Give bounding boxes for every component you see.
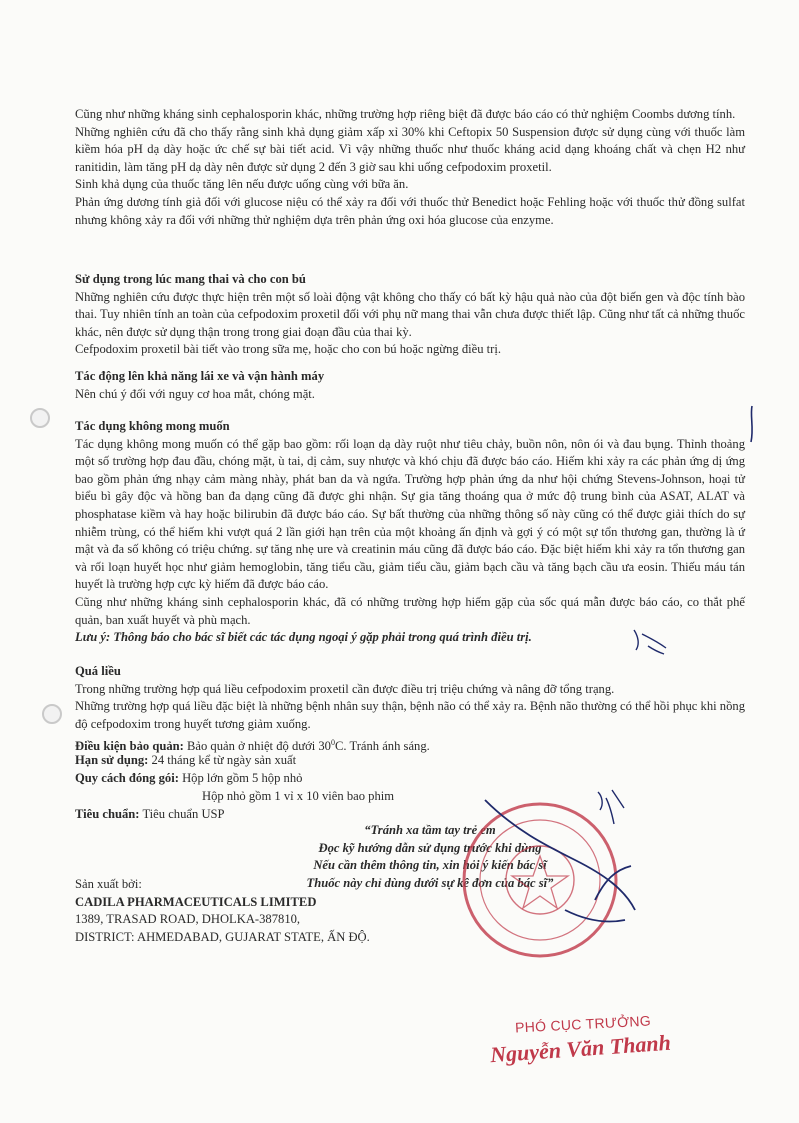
- standard-value: Tiêu chuẩn USP: [142, 807, 225, 821]
- punch-hole-top: [30, 408, 50, 428]
- side-effects-section: [75, 418, 745, 647]
- section-paragraph: Những trường hợp quá liều đặc biệt là những bệnh nhân suy thận, bệnh não có thể xảy ra. Bệnh não thường có thể hồi phục khi nồng độ cefpodoxim trong huyết tương giảm xuống.: [75, 699, 745, 731]
- intro-paragraph: Phản ứng dương tính giả đối với glucose niệu có thể xảy ra đối với thuốc thử Benedict hoặc Fehling hoặc với thuốc thử đồng sulfat nhưng không xảy ra đối với những thử nghiệm dựa trên phản ứng oxi hóa glucose của enzyme.: [75, 194, 745, 227]
- section-paragraph: Những nghiên cứu được thực hiện trên một số loài động vật không cho thấy có bất kỳ hậu quả nào của đột biến gen và độc tính bào thai. Tuy nhiên tính an toàn của cefpodoxim proxetil đối với phụ nữ mang thai vẫn chưa được thiết lập. Cũng như tất cả những thuốc khác, nên được sử dụng thận trong trong giai đoạn đầu của thai kỳ.: [75, 289, 745, 339]
- driving-section: [75, 368, 745, 403]
- warning-line: Thuốc này chỉ dùng dưới sự kê đơn của bác sĩ”: [306, 875, 554, 890]
- shelf-life-value: 24 tháng kể từ ngày sản xuất: [151, 753, 297, 767]
- section-paragraph: Tác dụng không mong muốn có thể gặp bao gồm: rối loạn dạ dày ruột như tiêu chảy, buồn nôn, nôn ói và đau bụng. Thỉnh thoảng một số trường hợp đau đầu, chóng mặt, ù tai, dị cảm, suy nhược và khó chịu đã được báo cáo. Hiếm khi xảy ra các phản ứng dị ứng bao gồm phản ứng nhạy cảm màng nhày, phát ban da và ngứa. Trường hợp phản ứng da như hội chứng Stevens-Johnson, hoại tử biểu bì gây độc và hồng ban đa dạng cũng đã được ghi nhận. Sự gia tăng thoáng qua ở mức độ trung bình của ASAT, ALAT và phosphatase kiềm và hay hoặc bilirubin đã được báo cáo. Sự bất thường của những thông số này cũng có thể được giải thích do sự nhiễm trùng, có thể hiếm khi vượt quá 2 lần giới hạn trên của một khoảng ấn định và gợi ý có một sự tổn thương gan, thường là ứ mật và đa số không có triệu chứng. sự tăng nhẹ ure và creatinin máu cũng đã được báo cáo. Đặc biệt hiếm khi xảy ra tổn thương gan và rối loạn huyết học như giảm hemoglobin, tăng tiểu cầu, giảm tiểu cầu, giảm bạch cầu và tăng bạch cầu ưa eosin. Thiếu máu tán huyết là trường hợp cực kỳ hiếm đã được báo cáo.: [75, 436, 745, 592]
- shelf-life-label: Hạn sử dụng:: [75, 753, 149, 767]
- warning-line: Đọc kỹ hướng dẫn sử dụng trước khi dùng: [318, 840, 542, 855]
- packaging-line-2: Hộp nhỏ gồm 1 vỉ x 10 viên bao phim: [202, 789, 395, 803]
- section-paragraph: Nên chú ý đối với nguy cơ hoa mắt, chóng mặt.: [75, 386, 315, 401]
- packaging-row: [75, 770, 302, 788]
- section-paragraph: Cũng như những kháng sinh cephalosporin khác, đã có những trường hợp hiếm gặp của sốc quá mẫn được báo cáo, co thắt phế quản, ban xuất huyết và phù mạch.: [75, 594, 745, 627]
- section-paragraph: Cefpodoxim proxetil bài tiết vào trong sữa mẹ, hoặc cho con bú hoặc ngừng điều trị.: [75, 342, 501, 357]
- intro-paragraph: Cũng như những kháng sinh cephalosporin khác, những trường hợp riêng biệt đã được báo cáo có thử nghiệm Coombs dương tính.: [75, 107, 736, 121]
- shelf-life-row: [75, 752, 296, 770]
- packaging-row-2: [202, 788, 394, 806]
- punch-hole-bottom: [42, 704, 62, 724]
- warning-line: “Tránh xa tầm tay trẻ em: [364, 823, 496, 837]
- intro-paragraph: Sinh khả dụng của thuốc tăng lên nếu được uống cùng với bữa ăn.: [75, 177, 409, 192]
- warning-line: Nếu cần thêm thông tin, xin hỏi ý kiến bác sĩ: [313, 858, 547, 873]
- overdose-section: [75, 663, 745, 733]
- section-paragraph: Trong những trường hợp quá liều cefpodoxim proxetil cần được điều trị triệu chứng và nâng đỡ tổng trạng.: [75, 681, 615, 696]
- standard-row: [75, 806, 225, 824]
- pregnancy-section: [75, 271, 745, 359]
- section-heading: Quá liều: [75, 664, 121, 678]
- storage-value: Bảo quản ở nhiệt độ dưới $30^0C$. Tránh ánh sáng.: [187, 738, 430, 754]
- signer-name: Nguyễn Văn Thanh: [489, 1029, 672, 1068]
- intro-section: [75, 106, 745, 229]
- manufacturer-name: CADILA PHARMACEUTICALS LIMITED: [75, 894, 317, 909]
- packaging-label: Quy cách đóng gói:: [75, 771, 179, 785]
- side-effects-note: Lưu ý: Thông báo cho bác sĩ biết các tác dụng ngoại ý gặp phải trong quá trình điều trị.: [75, 630, 532, 645]
- section-heading: Tác dụng không mong muốn: [75, 419, 230, 433]
- manufacturer-address-1: 1389, TRASAD ROAD, DHOLKA-387810,: [75, 912, 301, 927]
- pen-mark-right: [744, 404, 760, 444]
- packaging-line-1: Hộp lớn gồm 5 hộp nhỏ: [182, 771, 303, 785]
- section-heading: Sử dụng trong lúc mang thai và cho con bú: [75, 272, 306, 286]
- intro-paragraph: Những nghiên cứu đã cho thấy rằng sinh khả dụng giảm xấp xỉ 30% khi Ceftopix 50 Suspension được sử dụng cùng với thuốc làm kiềm hóa pH dạ dày hoặc ức chế sự bài tiết acid. Vì vậy những thuốc như thuốc kháng acid dạng khoáng chất và chẹn H2 như ranitidin, làm tăng pH dạ dày nên được sử dụng 2 đến 3 giờ sau khi uống cefpodoxim proxetil.: [75, 124, 745, 174]
- storage-label: Điều kiện bảo quản:: [75, 739, 184, 754]
- manufacturer-address-2: DISTRICT: AHMEDABAD, GUJARAT STATE, ẤN ĐỘ.: [75, 929, 370, 944]
- manufacturer-block: [75, 876, 370, 946]
- standard-label: Tiêu chuẩn:: [75, 807, 140, 821]
- signer-title: PHÓ CỤC TRƯỞNG: [514, 1012, 652, 1036]
- initials-mark-1: [628, 624, 672, 656]
- section-heading: Tác động lên khả năng lái xe và vận hành máy: [75, 369, 325, 383]
- manufacturer-label: Sản xuất bởi:: [75, 877, 142, 891]
